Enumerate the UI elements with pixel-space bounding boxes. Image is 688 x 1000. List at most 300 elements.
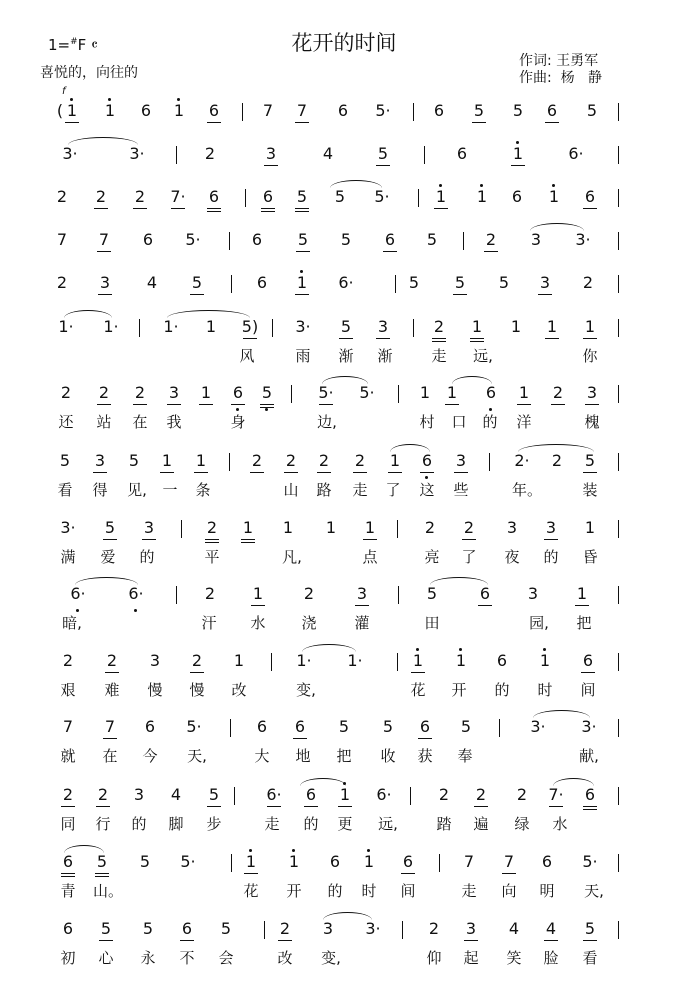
note: 6 [582,651,594,670]
note: 1 [412,651,424,670]
note: 5· [374,187,390,206]
lyric-word: 改 [277,949,293,967]
note: 6 [142,230,154,249]
duration-underline [207,806,221,807]
note: 2 [134,383,146,402]
note: 5 [584,919,596,938]
note: 5 [584,451,596,470]
lyric-word: 花 [243,882,259,900]
note: 7 [104,717,116,736]
note: 2 [285,451,297,470]
lyric-word: 开 [451,681,467,699]
duration-underline [462,539,476,540]
duration-underline [180,940,194,941]
note: 5 [382,717,394,736]
note: 3 [149,651,161,670]
lyric-word: 亮 [424,548,440,566]
duration-underline [97,251,111,252]
duration-underline [418,738,432,739]
note: 7 [62,717,74,736]
lyric-word: 今 [142,747,158,765]
note: 2 [424,518,436,537]
bar-line [618,385,619,403]
lyric-word: 这 [419,481,435,499]
note: 2 [318,451,330,470]
duration-underline [105,672,119,673]
duration-underline [511,165,525,166]
bar-line [618,719,619,737]
duration-underline [585,404,599,405]
duration-underline [474,806,488,807]
bar-line [618,319,619,337]
note: 1· [163,317,179,336]
lyric-word: 同 [60,815,76,833]
duration-underline [61,876,75,877]
duration-underline [167,404,181,405]
duration-underline [454,472,468,473]
lyric-word: 凡, [282,548,302,566]
lyric-word: 了 [461,548,477,566]
note: 5· [318,383,334,402]
lyric-word: 点 [362,548,378,566]
note: 3 [377,317,389,336]
note: 6 [62,852,74,871]
note: 6 [305,785,317,804]
lyric-word: 浇 [301,614,317,632]
note: 2 [95,187,107,206]
bar-line [398,385,399,403]
lyric-word: 时 [361,882,377,900]
note: 1 [296,273,308,292]
lyric-word: 园, [529,614,549,632]
duration-underline [549,806,563,807]
lyric-word: 渐 [377,347,393,365]
note: 6 [479,584,491,603]
note: 1 [446,383,458,402]
lyric-word: 天, [187,747,207,765]
lyric-word: 路 [316,481,332,499]
note: 6 [62,919,74,938]
note: 2 [204,584,216,603]
note: 1 [584,317,596,336]
note: 5 [473,101,485,120]
lyric-word: 明 [539,882,555,900]
lyric-word: 步 [206,815,222,833]
note: 4 [545,919,557,938]
duration-underline [293,738,307,739]
note: 1 [205,317,217,336]
duration-underline [61,806,75,807]
note: 1 [195,451,207,470]
duration-underline [295,294,309,295]
lyric-word: 了 [385,481,401,499]
note: 2 [98,383,110,402]
note: 5 [340,317,352,336]
octave-dot-high [543,648,546,651]
note: 6 [208,187,220,206]
lyric-word: 水 [552,815,568,833]
octave-dot-high [480,184,483,187]
note: 6 [208,101,220,120]
note: 5 [338,717,350,736]
octave-dot-high [516,141,519,144]
note: 3 [506,518,518,537]
lyric-word: 把 [336,747,352,765]
note: 2 [62,785,74,804]
duration-underline [133,404,147,405]
note: 2 [62,651,74,670]
octave-dot-low [425,476,428,479]
duration-underline [231,404,245,405]
duration-underline [464,940,478,941]
duration-underline [317,472,331,473]
lyric-word: 爱 [100,548,116,566]
lyric-word: 起 [463,949,479,967]
lyric-word: 田 [424,614,440,632]
lyric-word: 远, [473,347,493,365]
note: 2 [463,518,475,537]
note: 2 [551,451,563,470]
duration-underline [261,211,275,212]
note: 6 [232,383,244,402]
lyric-word: 水 [250,614,266,632]
note: 2 [106,651,118,670]
note: 1 [173,101,185,120]
note: 2 [97,785,109,804]
note: 6· [376,785,392,804]
lyric-word: 的 [494,681,510,699]
bar-line [271,653,272,671]
lyric-word: 脸 [543,949,559,967]
octave-dot-high [552,184,555,187]
lyric-word: 的 [543,548,559,566]
bar-line [272,319,273,337]
note: 1 [546,317,558,336]
note: 6· [70,584,86,603]
note: 6 [546,101,558,120]
lyric-word: 远, [378,815,398,833]
note: 3 [455,451,467,470]
note: 3· [575,230,591,249]
bar-line [245,189,246,207]
note: 5· [582,852,598,871]
lyric-word: 收 [380,747,396,765]
note: 3 [586,383,598,402]
octave-dot-high [108,98,111,101]
note: 2 [60,383,72,402]
duration-underline [244,873,258,874]
note: 5 [100,919,112,938]
duration-underline [133,208,147,209]
note: 1 [435,187,447,206]
lyric-word: 些 [453,481,469,499]
octave-dot-high [416,648,419,651]
note: 1 [389,451,401,470]
lyric-word: 山。 [92,882,124,900]
note: 5· [186,717,202,736]
note: 6· [338,273,354,292]
duration-underline [545,338,559,339]
note: 6 [256,717,268,736]
note: 5 [104,518,116,537]
note: 1 [476,187,488,206]
note: 6· [266,785,282,804]
bar-line [230,719,231,737]
octave-dot-low [489,408,492,411]
note: 5· [359,383,375,402]
duration-underline [267,806,281,807]
key-suffix: F 𝄴 [77,36,98,54]
duration-underline [261,208,275,209]
lyric-word: 在 [102,747,118,765]
lyric-word: 洋 [516,413,532,431]
lyric-word: 奉 [457,747,473,765]
bar-line [402,921,403,939]
duration-underline [376,165,390,166]
octave-dot-high [177,98,180,101]
note: 5 [142,919,154,938]
bar-line [413,319,414,337]
note: 2 [582,273,594,292]
lyric-word: 变, [296,681,316,699]
lyric-word: 把 [576,614,592,632]
duration-underline [338,806,352,807]
note: 1 [325,518,337,537]
note: 1 [576,584,588,603]
lyric-word: 走 [431,347,447,365]
duration-underline [94,208,108,209]
duration-underline [551,404,565,405]
note: 4 [170,785,182,804]
note: 5 [426,584,438,603]
composer-credit: 作曲: 杨 静 [519,70,602,86]
note: 3 [99,273,111,292]
lyric-word: 的 [482,413,498,431]
lyric-word: 天, [584,882,604,900]
note: ( [56,101,64,120]
duration-underline [241,539,255,540]
duration-underline [207,208,221,209]
note: 1 [471,317,483,336]
lyric-word: 笑 [506,949,522,967]
lyric-word: 的 [131,815,147,833]
note: 2 [134,187,146,206]
lyric-word: 边, [317,413,337,431]
duration-underline [432,341,446,342]
bar-line [229,453,230,471]
lyric-word: 站 [96,413,112,431]
note: 6 [584,187,596,206]
note: 1 [455,651,467,670]
octave-dot-high [367,849,370,852]
bar-line [439,854,440,872]
note: 5) [241,317,259,336]
note: 5 [96,852,108,871]
note: 5 [296,187,308,206]
lyric-word: 一 [162,481,178,499]
note: 3· [581,717,597,736]
note: 6 [384,230,396,249]
lyric-word: 地 [295,747,311,765]
note: 2 [433,317,445,336]
note: 5 [208,785,220,804]
duration-underline [251,605,265,606]
duration-underline [432,338,446,339]
note: 7 [262,101,274,120]
bar-line [264,921,265,939]
lyric-word: 就 [60,747,76,765]
lyric-word: 夜 [504,548,520,566]
slur-mark [68,137,138,145]
duration-underline [65,122,79,123]
duration-underline [484,251,498,252]
note: 2 [552,383,564,402]
duration-underline [97,404,111,405]
bar-line [234,787,235,805]
octave-dot-high [249,849,252,852]
note: 3 [322,919,334,938]
note: 5 [408,273,420,292]
lyric-word: 会 [218,949,234,967]
duration-underline [278,940,292,941]
note: 3 [530,230,542,249]
note: 2 [206,518,218,537]
note: 1 [363,852,375,871]
key-prefix: 1= [48,36,71,54]
note: 2 [279,919,291,938]
octave-dot-high [459,648,462,651]
note: 1· [296,651,312,670]
lyric-word: 不 [179,949,195,967]
octave-dot-low [76,609,79,612]
note: 7 [56,230,68,249]
lyric-word: 初 [60,949,76,967]
bar-line [618,453,619,471]
note: 1 [245,852,257,871]
note: 3 [539,273,551,292]
duration-underline [61,873,75,874]
duration-underline [243,338,257,339]
duration-underline [98,294,112,295]
duration-underline [103,539,117,540]
duration-underline [284,472,298,473]
bar-line [410,787,411,805]
note: 6 [456,144,468,163]
song-title: 花开的时间 [291,31,397,55]
duration-underline [205,539,219,540]
lyric-word: 雨 [295,347,311,365]
lyric-word: 脚 [168,815,184,833]
note: 1· [347,651,363,670]
lyric-word: 走 [352,481,368,499]
octave-dot-high [292,849,295,852]
lyric-word: 装 [582,481,598,499]
bar-line [181,520,182,538]
lyric-word: 风 [239,347,255,365]
duration-underline [295,122,309,123]
bar-line [463,232,464,250]
note: 1 [252,584,264,603]
note: 3· [530,717,546,736]
duration-underline [103,738,117,739]
octave-dot-low [236,408,239,411]
lyric-word: 踏 [436,815,452,833]
note: 1 [584,518,596,537]
duration-underline [207,211,221,212]
duration-underline [95,876,109,877]
lyric-word: 间 [580,681,596,699]
note: 3 [94,451,106,470]
duration-underline [295,208,309,209]
note: 6 [181,919,193,938]
bar-line [618,653,619,671]
duration-underline [401,873,415,874]
lyric-word: 心 [98,949,114,967]
note: 1 [161,451,173,470]
lyric-word: 开 [286,882,302,900]
bar-line [229,232,230,250]
duration-underline [376,338,390,339]
note: 3· [60,518,76,537]
note: 5 [261,383,273,402]
note: 2 [191,651,203,670]
note: 2 [251,451,263,470]
duration-underline [583,472,597,473]
note: 5 [460,717,472,736]
lyric-word: 渐 [338,347,354,365]
lyric-word: 汗 [201,614,217,632]
bar-line [618,146,619,164]
note: 3 [143,518,155,537]
note: 1 [242,518,254,537]
bar-line [618,189,619,207]
lyric-word: 遍 [473,815,489,833]
duration-underline [363,539,377,540]
octave-dot-high [300,270,303,273]
note: 1 [288,852,300,871]
note: 3· [129,144,145,163]
lyric-word: 在 [132,413,148,431]
note: 1· [58,317,74,336]
bar-line [413,103,414,121]
note: 6 [485,383,497,402]
note: 6 [329,852,341,871]
lyric-word: 的 [139,548,155,566]
duration-underline [241,542,255,543]
lyric-word: 变, [321,949,341,967]
lyric-word: 献, [579,747,599,765]
note: 6 [402,852,414,871]
bar-line [618,787,619,805]
octave-dot-low [134,609,137,612]
note: 1 [518,383,530,402]
note: 6 [256,273,268,292]
bar-line [499,719,500,737]
note: 5 [220,919,232,938]
lyric-word: 永 [140,949,156,967]
duration-underline [260,404,274,405]
duration-underline [295,211,309,212]
duration-underline [583,809,597,810]
octave-dot-low [265,408,268,411]
note: 2 [516,785,528,804]
note: 6 [262,187,274,206]
note: 2 [475,785,487,804]
duration-underline [194,472,208,473]
mood-marking: 喜悦的，向往的 [40,65,138,81]
duration-underline [296,251,310,252]
bar-line [395,275,396,293]
